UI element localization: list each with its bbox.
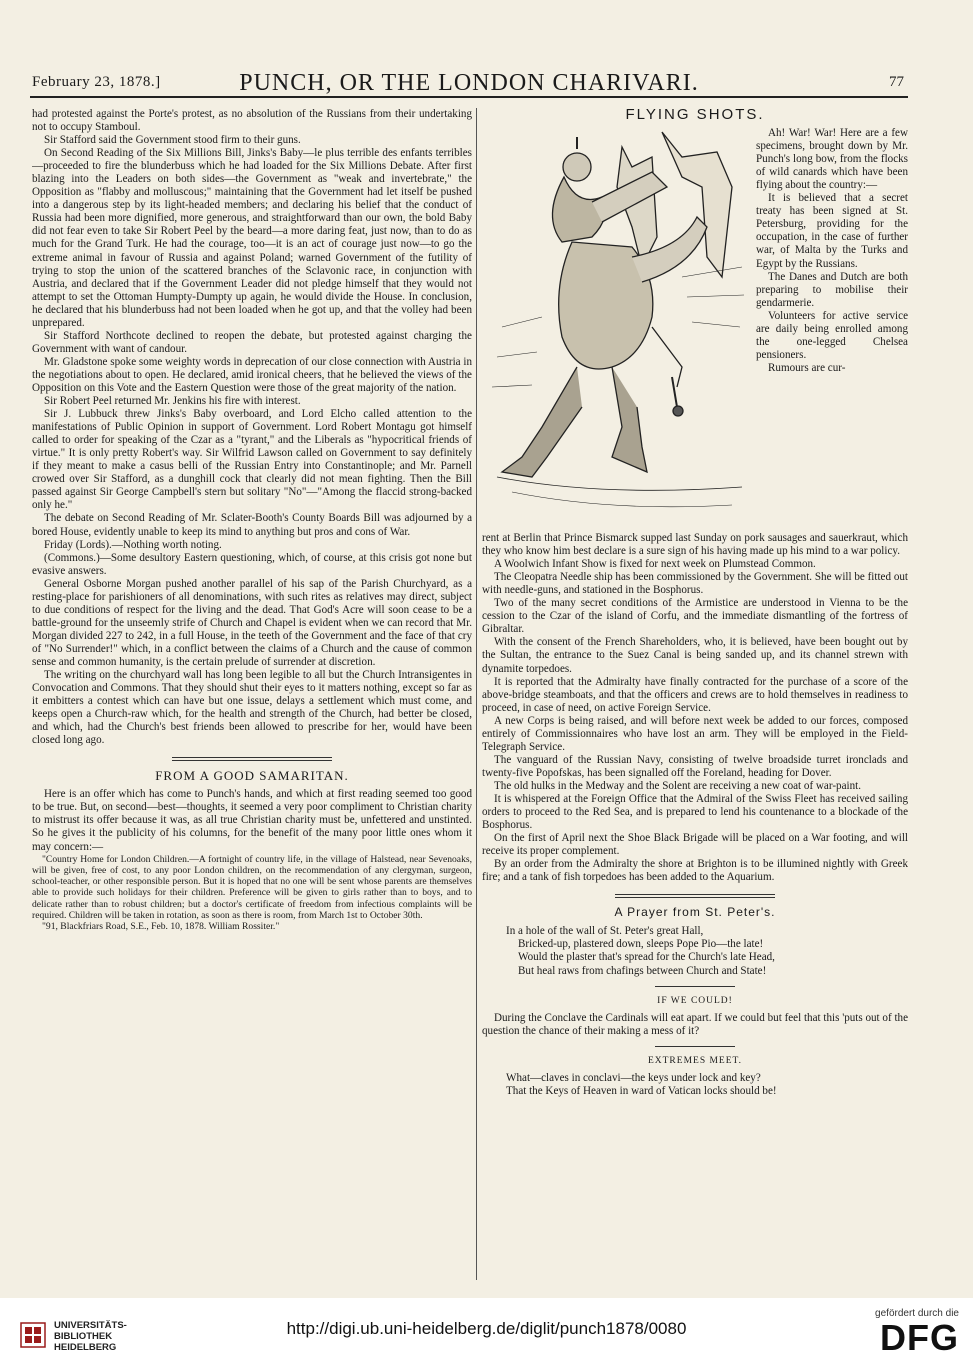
paragraph: During the Conclave the Cardinals will eat apart. If we could but feel that this 'puts out of the question the chance of their making a mess of it? — [482, 1011, 908, 1037]
left-column — [32, 108, 472, 1280]
paragraph: On the first of April next the Shoe Black Brigade will be placed on a War footing, and will receive its proper complement. — [482, 832, 908, 858]
poem-line: What—claves in conclavi—the keys under lock and key? — [506, 1071, 761, 1084]
paragraph: Sir Robert Peel returned Mr. Jenkins his fire with interest. — [44, 395, 301, 408]
paragraph: The Danes and Dutch are both preparing to mobilise their gendarmerie. — [756, 270, 908, 309]
paragraph: It is reported that the Admiralty have finally contracted for the purchase of a score of the above-bridge steamboats, and that the officers and crews are to hold themselves in readiness to proceed, in case of need, on active Foreign Service. — [482, 675, 908, 714]
paragraph: The debate on Second Reading of Mr. Sclater-Booth's County Boards Bill was adjourned by a bored House, evidently unable to keep its mind to anything but pros and cons of War. — [32, 512, 472, 538]
paragraph: A new Corps is being raised, and will before next week be added to our forces, composed entirely of Commissionnaires who have lost an arm. They will be employed in the Field-Telegraph Service. — [482, 714, 908, 753]
paragraph: The old hulks in the Medway and the Solent are receiving a new coat of war-paint. — [494, 779, 861, 792]
if-we-could-heading: IF WE COULD! — [657, 995, 733, 1006]
paragraph: Mr. Gladstone spoke some weighty words in deprecation of our close connection with Austria in the negotiations about to open. He declared, amid ironical cheers, that he believed the views of the Opposition on this Vote and the Eastern Question were those of the great majority of the nation. — [32, 355, 472, 394]
header-date: February 23, 1878.] — [32, 74, 161, 90]
paragraph: Ah! War! War! Here are a few specimens, brought down by Mr. Punch's long bow, from the flocks of wild canards which have been flying about the country:— — [756, 127, 908, 192]
digitization-footer — [0, 1298, 973, 1370]
paragraph: had protested against the Porte's protest, as no absolution of the Russians from their undertaking not to occupy Stamboul. — [32, 108, 472, 134]
extremes-poem — [482, 1072, 908, 1098]
soldier-illustration — [482, 127, 752, 527]
paragraph: Sir J. Lubbuck threw Jinks's Baby overboard, and Lord Elcho called attention to the manifestations of Public Opinion in support of Government. Lord Robert Montagu got himself called to order for speaking of the Czar as a "tyrant," and the Liberals as "hypocritical friends of virtue." It is only pretty Robert's way. Sir Wilfrid Lawson called on Government to say definitely if they meant to make a casus belli of the Russian Entry into Constantinople; and Mr. Parnell crowed over Sir Stafford, as a dunghill cock that clearly did not mean fighting. Then the Bill passed against Sir George Campbell's stern but solitary "No"—"Among the flaccid strong-backed only he." — [32, 408, 472, 512]
masthead-title: PUNCH, OR THE LONDON CHARIVARI. — [239, 70, 699, 96]
right-column — [482, 108, 908, 1280]
paragraph: With the consent of the French Shareholders, who, it is believed, have been bought out by the Sultan, the entrance to the Suez Canal is being sanded up, and its channel strewn with dynamite torpedoes. — [482, 636, 908, 675]
source-url-link[interactable]: http://digi.ub.uni-heidelberg.de/diglit/punch1878/0080 — [286, 1319, 687, 1338]
paragraph: rent at Berlin that Prince Bismarck supped last Sunday on pork sausages and sauerkraut, which they who know him best declare is a sure sign of his having made up his mind to a war policy. — [482, 532, 908, 558]
samaritan-heading: FROM A GOOD SAMARITAN. — [155, 768, 349, 784]
samaritan-letter — [32, 854, 472, 933]
illustration-block — [482, 127, 908, 532]
section-divider — [615, 894, 775, 898]
letter-text: "Country Home for London Children.—A fortnight of country life, in the village of Halstead, near Sevenoaks, will be given, free of cost, to any poor London children, on the recommendation of any clergyman, surgeon, school-teacher, or other responsible person. But it is hoped that no one will be sent whose parents are themselves able to provide such holidays for their children. Preference will be given to girls rather than to boys, and to delicate rather than to robust children; but a doctor's certificate of freedom from infectious complaints will be required. Children will be taken in rotation, as soon as there is room, from March 1st to October 30th. — [32, 853, 472, 922]
poem-line: Bricked-up, plastered down, sleeps Pope Pio—the late! — [518, 938, 764, 951]
paragraph: Sir Stafford Northcote declined to reopen the debate, but protested against charging the Government with want of candour. — [32, 329, 472, 355]
paragraph: (Commons.)—Some desultory Eastern questioning, which, of course, at this crisis got none but evasive answers. — [32, 551, 472, 577]
paragraph: General Osborne Morgan pushed another parallel of his sap of the Parish Churchyard, as a resting-place for parishioners of all denominations, with such rites as relatives may direct, subject to due conditions of respect for the living and the dead. That God's Acre will soon cease to be a battle-ground for the unseemly strife of Church and Chapel is evident when we can record that Mr. Morgan divided 227 to 242, in a full House, in the teeth of the Government and the face of that cry of "No Surrender!" which, in a conflict between the claims of a Church and the cause of common sense and common humanity, is the certain prelude of surrender at discretion. — [32, 577, 472, 668]
poem-line: In a hole of the wall of St. Peter's great Hall, — [506, 925, 704, 938]
paragraph: It is whispered at the Foreign Office that the Admiral of the Swiss Fleet has received sailing orders to proceed to the Red Sea, and is prepared to lend his countenance to a blockade of the Bosphorus. — [482, 792, 908, 832]
flying-shots-heading: FLYING SHOTS. — [625, 108, 765, 123]
paragraph: A Woolwich Infant Show is fixed for next week on Plumstead Common. — [494, 558, 816, 571]
funded-by-label: gefördert durch die — [875, 1308, 959, 1319]
paragraph: It is believed that a secret treaty has been signed at St. Petersburg, providing for the occupation, in the case of further war, of Malta by the Turks and Egypt by the Russians. — [756, 192, 908, 270]
poem-line: That the Keys of Heaven in ward of Vatican locks should be! — [506, 1084, 777, 1097]
library-name: UNIVERSITÄTS- BIBLIOTHEK HEIDELBERG — [54, 1320, 127, 1353]
letter-signature: "91, Blackfriars Road, S.E., Feb. 10, 1878. William Rossiter." — [42, 921, 280, 933]
extremes-meet-heading: EXTREMES MEET. — [647, 1055, 743, 1066]
poem-line: Would the plaster that's spread for the Church's late Head, — [518, 951, 775, 964]
paragraph: Friday (Lords).—Nothing worth noting. — [44, 538, 222, 551]
paragraph: Two of the many secret conditions of the Armistice are understood in Vienna to be the cession to the Czar of the island of Corfu, and the immediate dismantling of the fortress of Gibraltar. — [482, 597, 908, 636]
paragraph: The Cleopatra Needle ship has been commissioned by the Government. She will be fitted out with needle-guns, and stationed in the Bosphorus. — [482, 571, 908, 597]
dfg-wordmark: DFG — [880, 1317, 959, 1358]
prayer-poem — [482, 925, 908, 977]
section-divider — [655, 1046, 735, 1047]
poem-line: But heal raws from chafings between Church and State! — [518, 964, 767, 977]
illustration-side-text — [756, 127, 908, 375]
paragraph: Sir Stafford said the Government stood firm to their guns. — [44, 134, 301, 147]
paragraph: Here is an offer which has come to Punch's hands, and which at first reading seemed too good to be true. But, on second—best—thoughts, it seemed a very poor compliment to Christian charity to mistrust its offer because it was, as all true Christian charity must be, unfettered and unstinted. So he gives it the publicity of his columns, for the benefit of the many poor little ones whom it may concern:— — [32, 788, 472, 853]
paragraph: The writing on the churchyard wall has long been legible to all but the Church Intransigentes in Convocation and Commons. That they should shut their eyes to it matters nothing, except so far as it embitters a contest which can have but one issue, delays a settlement which must come, and keeps open a Church-raw which, for the health and strength of the Church, had better be closed, and which, had the Church's best friends been allowed to prescribe for her, would have been closed long ago. — [32, 669, 472, 747]
dfg-logo[interactable] — [849, 1308, 959, 1357]
paragraph: On Second Reading of the Six Millions Bill, Jinks's Baby—le plus terrible des enfants terribles—proceeded to fire the blunderbuss which he had loaded for the Six Millions Debate. After first blazing into the Leaders on both sides—the Government as "weak and invertebrate," the Opposition as "flabby and molluscous;" maintaining that the Government had let itself be pushed into a dangerous step by its light-headed members; and declaring his belief that the conduct of Russia had been more dignified, more generous, and straightforward than our own, the bold Baby did not fear even to take Sir Robert Peel by the beard—a more daring feat, just now, than to do as much for the Grand Turk. He had the courage, too—it is an act of courage just now—to go the extreme animal in favour of Russia and against Poland; warned Government of the futility of trying to stop the union of the scattered branches of the Sclavonic race, in conjunction with Austria, and declared that if the Government Leader did not pledge himself that they would not attempt to set the Ottoman Humpty-Dumpty up again, he would divide the House. In conclusion, he declared that his blunderbuss had not been loaded when he got up, and that the volley had been unprepared. — [32, 147, 472, 329]
prayer-heading: A Prayer from St. Peter's. — [614, 905, 776, 920]
section-divider — [655, 986, 735, 987]
page-header — [30, 70, 908, 98]
paragraph: Rumours are cur- — [768, 361, 846, 374]
paragraph: The vanguard of the Russian Navy, consisting of twelve broadside turret ironclads and twenty-five Popofskas, has been signalled off the Foreland, heading for Dover. — [482, 753, 908, 779]
column-divider — [476, 108, 477, 1280]
paragraph: Volunteers for active service are daily being enrolled among the one-legged Chelsea pensioners. — [756, 309, 908, 361]
page-number: 77 — [889, 74, 904, 90]
paragraph: By an order from the Admiralty the shore at Brighton is to be illumined nightly with Greek fire; and a tank of fish torpedoes has been added to the Aquarium. — [482, 858, 908, 884]
section-divider — [172, 757, 332, 761]
